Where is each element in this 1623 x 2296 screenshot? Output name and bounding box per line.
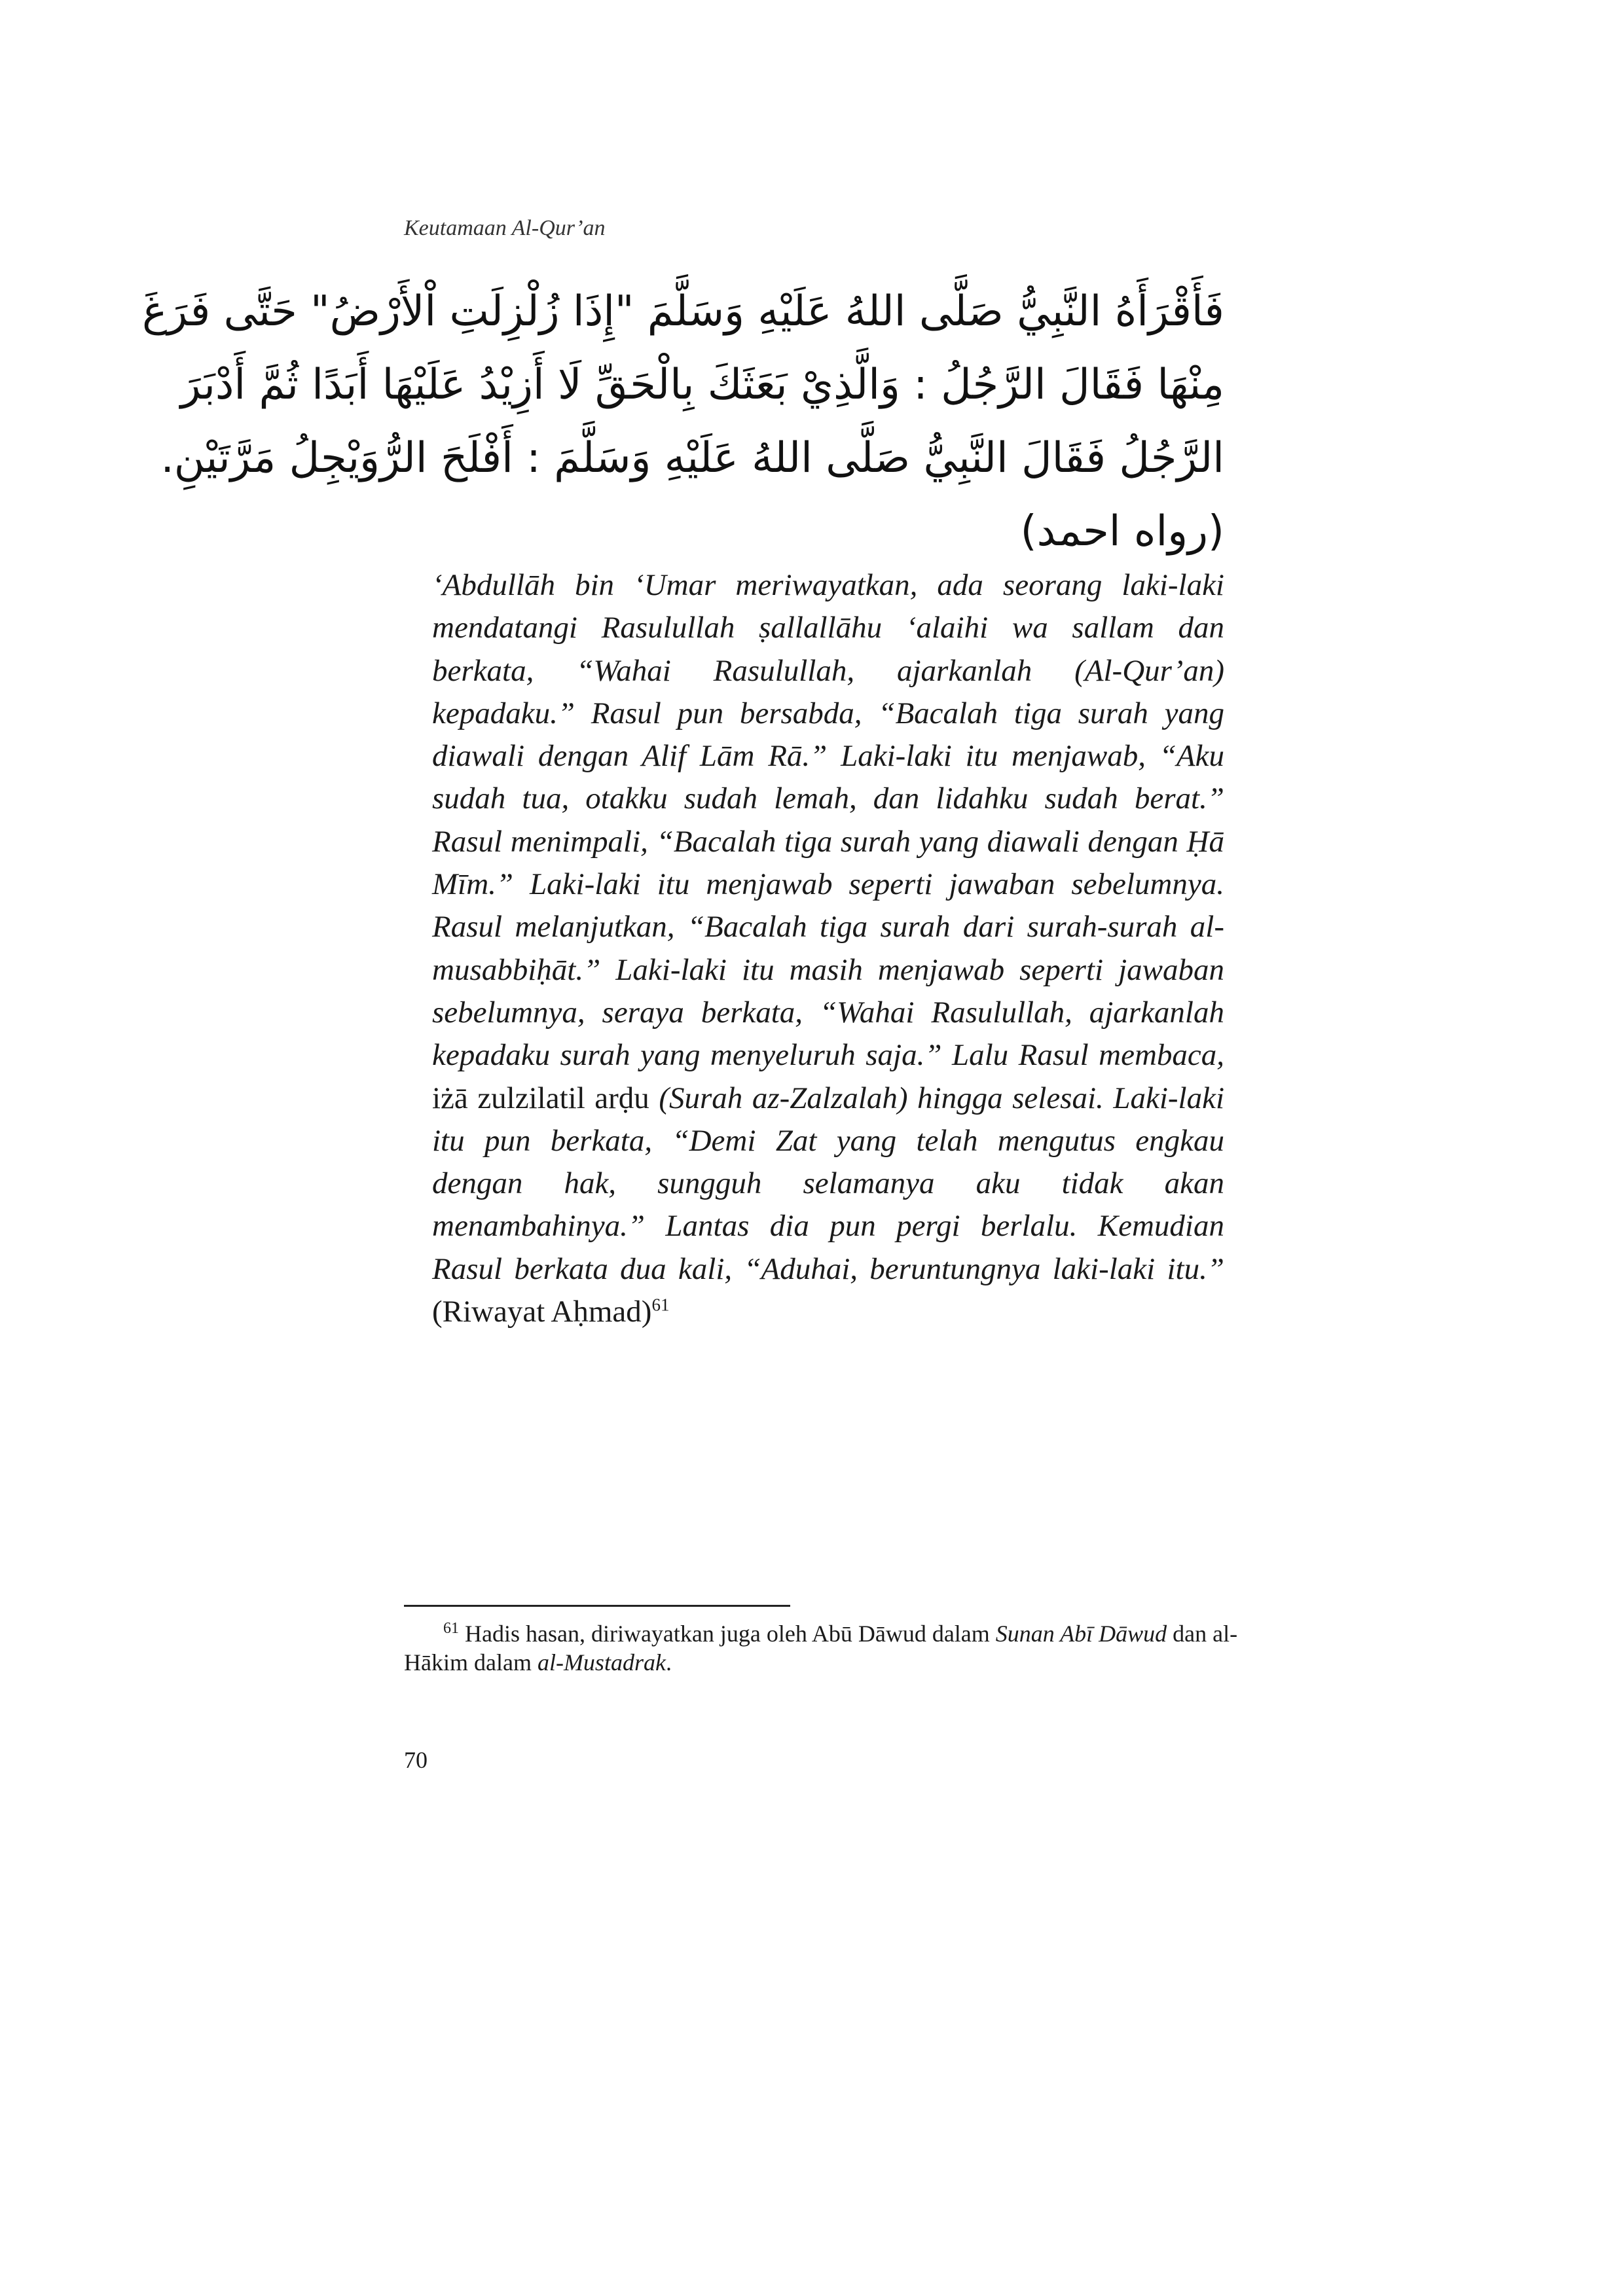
- hadith-translation: [432, 564, 1224, 1333]
- translation-part-1: ‘Abdullāh bin ‘Umar meriwayatkan, ada seorang laki-laki mendatangi Rasulullah ṣallallāhu ‘alaihi wa sallam dan berkata, “Wahai Rasulullah, ajarkanlah (Al-Qur’an) kepadaku.” Rasul pun bersabda, “Bacalah tiga surah yang diawali dengan Alif Lām Rā.” Laki-laki itu menjawab, “Aku sudah tua, otakku sudah lemah, dan lidahku sudah berat.” Rasul menimpali, “Bacalah tiga surah yang diawali dengan Ḥā Mīm.” Laki-laki itu menjawab seperti jawaban sebelumnya. Rasul melanjutkan, “Bacalah tiga surah dari surah-surah al-musabbiḥāt.” Laki-laki itu masih menjawab seperti jawaban sebelumnya, seraya berkata, “Wahai Rasulullah, ajarkanlah kepadaku surah yang menyeluruh saja.” Lalu Rasul membaca,: [432, 568, 1224, 1073]
- footnote-divider: [404, 1605, 790, 1607]
- arabic-line-3: الرَّجُلُ فَقَالَ النَّبِيُّ صَلَّى اللهُ عَلَيْهِ وَسَلَّمَ : أَفْلَحَ الرُّوَيْجِلُ مَرَّتَيْنِ.: [160, 434, 1224, 482]
- footnote-text-2: dan al-Hākim dalam: [404, 1621, 1238, 1676]
- footnote: $^{61}$ Hadis hasan, diriwayatkan juga oleh Abū Dāwud dalam Sunan Abī Dāwud dan al-Hākim dalam al-Mustadrak.: [404, 1620, 1238, 1676]
- arabic-line-1: فَأَقْرَأَهُ النَّبِيُّ صَلَّى اللهُ عَلَيْهِ وَسَلَّمَ "إِذَا زُلْزِلَتِ اْلأَرْضُ" حَتَّى فَرَغَ: [142, 287, 1224, 336]
- arabic-line-2: مِنْهَا فَقَالَ الرَّجُلُ : وَالَّذِيْ بَعَثَكَ بِالْحَقِّ لَا أَزِيْدُ عَلَيْهَا أَبَدًا ثُمَّ أَدْبَرَ: [180, 361, 1224, 409]
- arabic-hadith-source: (رواه احمد): [1020, 507, 1224, 556]
- arabic-hadith-text: [142, 275, 1224, 568]
- footnote-text-1: Hadis hasan, diriwayatkan juga oleh Abū Dāwud dalam: [465, 1621, 990, 1647]
- hadith-source: (Riwayat Aḥmad): [432, 1295, 652, 1329]
- footnote-book-1: Sunan Abī Dāwud: [995, 1621, 1167, 1647]
- footnote-reference[interactable]: 61: [651, 1295, 670, 1315]
- footnote-book-2: al-Mustadrak: [537, 1649, 666, 1676]
- footnote-number: 61: [443, 1620, 459, 1637]
- translation-part-2: (Surah az-Zalzalah) hingga selesai. Laki-laki itu pun berkata, “Demi Zat yang telah mengutus engkau dengan hak, sungguh selamanya aku tidak akan menambahinya.” Lantas dia pun pergi berlalu. Kemudian Rasul berkata dua kali, “Aduhai, beruntungnya laki-laki itu.”: [432, 1081, 1225, 1286]
- page-number: 70: [404, 1747, 428, 1773]
- running-header: Keutamaan Al-Qur’an: [404, 216, 606, 240]
- transliteration: iżā zulzilatil arḍu: [432, 1081, 649, 1115]
